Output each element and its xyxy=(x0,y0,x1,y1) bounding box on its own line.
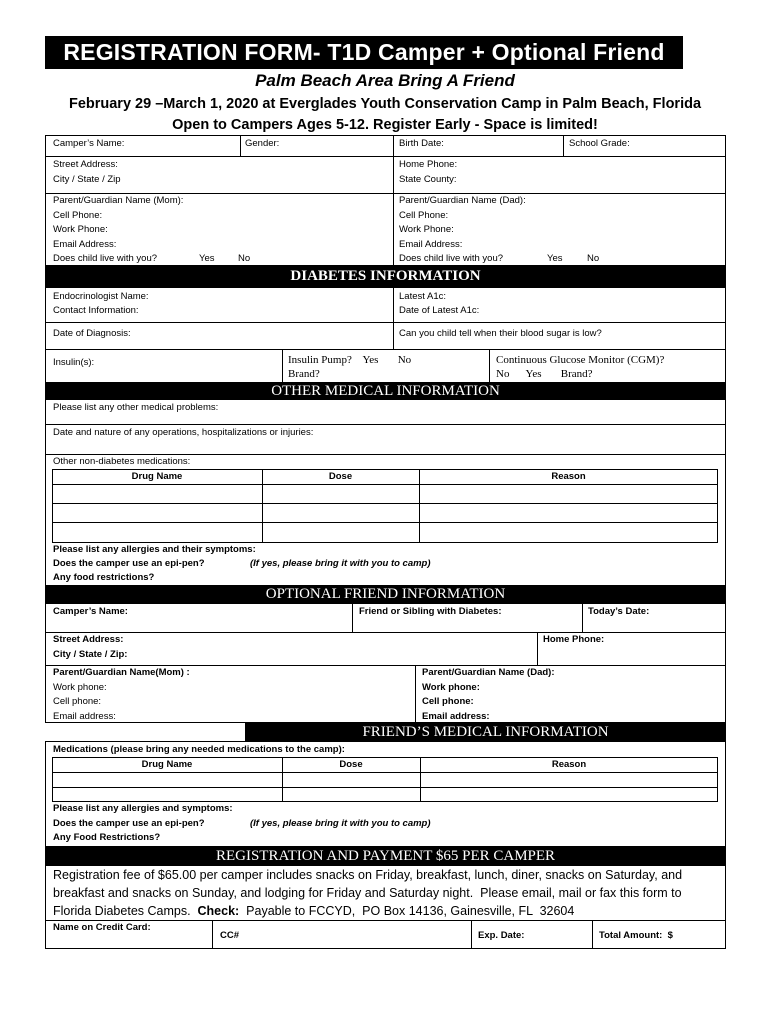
other-meds-label: Other non-diabetes medications: xyxy=(53,456,191,467)
camper-name-field[interactable]: Camper’s Name: xyxy=(53,138,125,149)
pump-brand-field[interactable]: Brand? xyxy=(288,368,320,380)
friend-mom-work-field[interactable]: Work phone: xyxy=(53,681,107,693)
friend-mom-name-field[interactable]: Parent/Guardian Name(Mom) : xyxy=(53,667,190,678)
cc-number-field[interactable]: CC# xyxy=(220,930,240,941)
cgm-question[interactable]: Continuous Glucose Monitor (CGM)? xyxy=(496,354,665,366)
payment-text-line2: breakfast and snacks on Sunday, and lodging for Friday and Saturday night. Please email, mail or fax this form to xyxy=(53,886,682,900)
endocrinologist-field[interactable]: Endocrinologist Name: xyxy=(53,291,149,302)
card-name-field[interactable]: Name on Credit Card: xyxy=(53,922,151,933)
insulin-field[interactable]: Insulin(s): xyxy=(53,357,95,368)
dad-name-field[interactable]: Parent/Guardian Name (Dad): xyxy=(399,195,526,206)
friend-home-phone-field[interactable]: Home Phone: xyxy=(543,634,605,645)
cgm-options[interactable]: No Yes Brand? xyxy=(496,368,593,380)
friend-name-field[interactable]: Camper’s Name: xyxy=(53,606,128,617)
food-restrictions-field[interactable]: Any food restrictions? xyxy=(53,572,155,583)
friend-header: OPTIONAL FRIEND INFORMATION xyxy=(45,586,726,603)
mom-yes-option[interactable]: Yes xyxy=(199,253,215,264)
dad-email-field[interactable]: Email Address: xyxy=(399,238,463,250)
table-row[interactable] xyxy=(53,485,717,503)
operations-field[interactable]: Date and nature of any operations, hospitalizations or injuries: xyxy=(53,427,314,438)
payment-text-line3 xyxy=(53,902,574,920)
payment-header: REGISTRATION AND PAYMENT $65 PER CAMPER xyxy=(45,847,726,865)
friend-mom-cell-field[interactable]: Cell phone: xyxy=(53,696,102,707)
friend-epipen-note: (If yes, please bring it with you to camp) xyxy=(250,818,431,829)
friend-sibling-field[interactable]: Friend or Sibling with Diabetes: xyxy=(359,606,502,617)
friend-dad-cell-field[interactable]: Cell phone: xyxy=(422,696,474,707)
friend-epipen-question[interactable]: Does the camper use an epi-pen? xyxy=(53,818,205,829)
payment-address: Payable to FCCYD, PO Box 14136, Gainesville, FL 32604 xyxy=(239,904,575,918)
friend-street-field[interactable]: Street Address: xyxy=(53,634,124,645)
dad-live-with-question: Does child live with you? xyxy=(399,253,504,264)
a1c-date-field[interactable]: Date of Latest A1c: xyxy=(399,305,480,316)
insulin-pump-question[interactable]: Insulin Pump? Yes No xyxy=(288,354,412,366)
check-label: Check: xyxy=(197,904,240,918)
school-grade-field[interactable]: School Grade: xyxy=(569,138,630,149)
birth-date-field[interactable]: Birth Date: xyxy=(399,138,444,149)
form-title: REGISTRATION FORM- T1D Camper + Optional Friend xyxy=(45,36,683,69)
diabetes-header: DIABETES INFORMATION xyxy=(45,266,726,287)
other-problems-field[interactable]: Please list any other medical problems: xyxy=(53,402,219,413)
friend-allergies-field[interactable]: Please list any allergies and symptoms: xyxy=(53,803,233,814)
mom-work-field[interactable]: Work Phone: xyxy=(53,224,108,235)
todays-date-field[interactable]: Today’s Date: xyxy=(588,606,650,617)
gender-field[interactable]: Gender: xyxy=(245,138,280,149)
table-row[interactable] xyxy=(53,504,717,522)
friend-mom-info xyxy=(53,666,190,724)
exp-date-field[interactable]: Exp. Date: xyxy=(478,930,525,941)
epipen-question[interactable]: Does the camper use an epi-pen? xyxy=(53,558,205,569)
mom-no-option[interactable]: No xyxy=(238,253,251,264)
friend-dad-work-field[interactable]: Work phone: xyxy=(422,681,480,693)
friend-col-drug-name: Drug Name xyxy=(141,759,193,770)
mom-email-field[interactable]: Email Address: xyxy=(53,238,117,250)
dad-work-field[interactable]: Work Phone: xyxy=(399,224,454,235)
home-phone-field[interactable]: Home Phone: xyxy=(399,159,458,170)
city-state-zip-field[interactable]: City / State / Zip xyxy=(53,174,121,185)
epipen-note: (If yes, please bring it with you to camp) xyxy=(250,558,431,569)
mom-name-field[interactable]: Parent/Guardian Name (Mom): xyxy=(53,195,184,206)
table-row[interactable] xyxy=(53,788,717,801)
col-drug-name: Drug Name xyxy=(131,471,183,482)
friend-medical-header: FRIEND’S MEDICAL INFORMATION xyxy=(245,723,726,741)
eligibility-note: Open to Campers Ages 5-12. Register Early - Space is limited! xyxy=(172,117,598,133)
friend-col-reason: Reason xyxy=(551,759,587,770)
total-amount-field[interactable]: Total Amount: $ xyxy=(599,930,673,941)
diagnosis-date-field[interactable]: Date of Diagnosis: xyxy=(53,328,131,339)
friend-city-field[interactable]: City / State / Zip: xyxy=(53,649,128,660)
mom-info xyxy=(53,194,183,267)
allergies-field[interactable]: Please list any allergies and their symptoms: xyxy=(53,544,256,555)
contact-info-field[interactable]: Contact Information: xyxy=(53,305,139,316)
event-dates: February 29 –March 1, 2020 at Everglades Youth Conservation Camp in Palm Beach, Florida xyxy=(68,96,702,112)
blood-sugar-question[interactable]: Can you child tell when their blood sugar is low? xyxy=(399,328,602,339)
table-row[interactable] xyxy=(53,523,717,542)
dad-info xyxy=(399,194,526,267)
payment-text-line1: Registration fee of $65.00 per camper includes snacks on Friday, breakfast, lunch, diner, snacks on Saturday, and xyxy=(53,868,683,882)
other-medical-header: OTHER MEDICAL INFORMATION xyxy=(45,383,726,399)
friend-dad-name-field[interactable]: Parent/Guardian Name (Dad): xyxy=(422,667,555,678)
mom-live-with-question: Does child live with you? xyxy=(53,253,158,264)
form-subtitle: Palm Beach Area Bring A Friend xyxy=(255,71,515,90)
dad-yes-option[interactable]: Yes xyxy=(547,253,563,264)
friend-dad-email-field[interactable]: Email address: xyxy=(422,710,490,722)
mom-cell-field[interactable]: Cell Phone: xyxy=(53,209,103,221)
state-county-field[interactable]: State County: xyxy=(399,174,457,185)
friend-dad-info xyxy=(422,666,555,724)
friend-mom-email-field[interactable]: Email address: xyxy=(53,710,116,722)
latest-a1c-field[interactable]: Latest A1c: xyxy=(399,291,447,302)
payment-text-start: Florida Diabetes Camps. xyxy=(53,904,198,918)
street-address-field[interactable]: Street Address: xyxy=(53,159,118,170)
table-row[interactable] xyxy=(53,773,717,787)
dad-cell-field[interactable]: Cell Phone: xyxy=(399,209,449,221)
dad-no-option[interactable]: No xyxy=(587,253,600,264)
friend-food-restrictions-field[interactable]: Any Food Restrictions? xyxy=(53,832,161,843)
col-reason: Reason xyxy=(551,471,586,482)
friend-meds-label: Medications (please bring any needed medications to the camp): xyxy=(53,744,345,755)
col-dose: Dose xyxy=(328,471,353,482)
friend-col-dose: Dose xyxy=(339,759,363,770)
